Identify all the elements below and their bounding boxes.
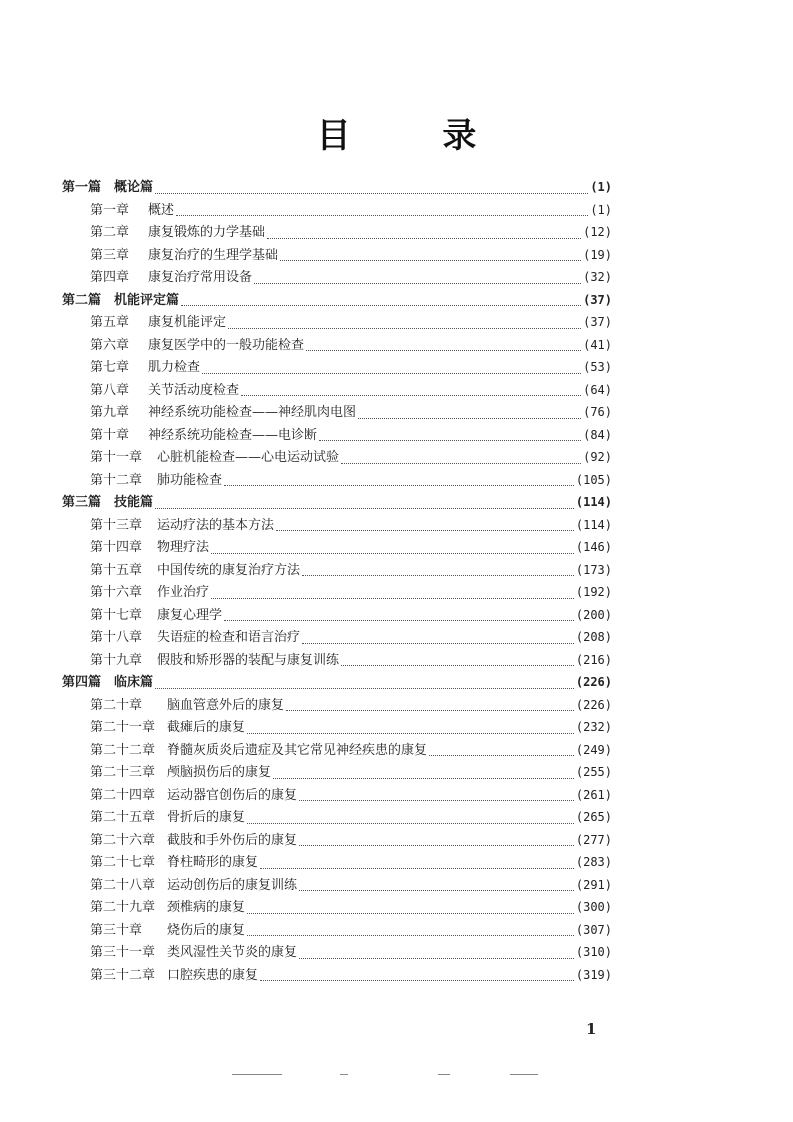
- toc-chapter-entry: [62, 424, 612, 447]
- entry-label: 第三十一章: [90, 945, 156, 960]
- entry-label: 第一章: [90, 202, 130, 218]
- page-number: 1: [586, 1020, 597, 1038]
- entry-label: 第二章: [90, 225, 130, 240]
- entry-title: 脊柱畸形的康复: [167, 855, 259, 870]
- toc-chapter-entry: [62, 581, 612, 604]
- toc-chapter-entry: [62, 469, 612, 492]
- entry-title: 神经系统功能检查——神经肌肉电图: [148, 405, 357, 420]
- entry-page: (41): [583, 337, 612, 352]
- entry-page: (173): [575, 562, 612, 577]
- toc-chapter-entry: [62, 694, 612, 717]
- dot-leader: [241, 394, 581, 396]
- dot-leader: [260, 867, 574, 869]
- entry-label: 第二十五章: [90, 810, 156, 825]
- entry-title: 康复心理学: [157, 607, 223, 623]
- toc-chapter-entry: [62, 829, 612, 852]
- dot-leader: [155, 687, 574, 689]
- dot-leader: [306, 349, 581, 351]
- entry-title: 脑血管意外后的康复: [167, 697, 285, 713]
- entry-label: 第十一章: [90, 450, 143, 465]
- entry-page: (105): [575, 472, 612, 487]
- table-of-contents: [62, 176, 612, 986]
- dot-leader: [224, 484, 574, 486]
- entry-label: 第十七章: [90, 607, 143, 623]
- entry-page: (114): [575, 517, 612, 532]
- entry-label: 第二十四章: [90, 787, 156, 803]
- page-title: 目 录: [316, 116, 517, 156]
- dot-leader: [155, 507, 574, 509]
- entry-label: 第八章: [90, 382, 130, 398]
- toc-chapter-entry: [62, 379, 612, 402]
- entry-title: 骨折后的康复: [167, 810, 246, 825]
- entry-title: 运动器官创伤后的康复: [167, 787, 298, 803]
- entry-label: 第六章: [90, 337, 130, 353]
- dot-leader: [224, 619, 574, 621]
- entry-label: 第三十二章: [90, 967, 156, 983]
- entry-label: 第一篇: [62, 180, 102, 195]
- entry-label: 第二十九章: [90, 900, 156, 915]
- entry-label: 第二十八章: [90, 877, 156, 893]
- entry-title: 中国传统的康复治疗方法: [157, 562, 301, 578]
- dot-leader: [155, 192, 588, 194]
- dot-leader: [267, 237, 581, 239]
- entry-label: 第十四章: [90, 540, 143, 555]
- entry-page: (1): [590, 202, 612, 217]
- entry-label: 第十六章: [90, 585, 143, 600]
- entry-page: (265): [575, 810, 612, 824]
- toc-part-entry: [62, 491, 612, 514]
- entry-page: (146): [575, 540, 612, 554]
- toc-chapter-entry: [62, 401, 612, 424]
- dot-leader: [247, 732, 574, 734]
- entry-title: 类风湿性关节炎的康复: [167, 945, 298, 960]
- entry-title: 关节活动度检查: [148, 382, 240, 398]
- entry-label: 第二十七章: [90, 855, 156, 870]
- entry-page: (92): [583, 450, 612, 464]
- toc-chapter-entry: [62, 964, 612, 987]
- entry-label: 第四章: [90, 270, 130, 285]
- entry-label: 第二十二章: [90, 742, 156, 758]
- toc-chapter-entry: [62, 221, 612, 244]
- dot-leader: [341, 664, 574, 666]
- entry-title: 脊髓灰质炎后遗症及其它常见神经疾患的康复: [167, 742, 428, 758]
- dot-leader: [228, 327, 581, 329]
- entry-label: 第十九章: [90, 652, 143, 668]
- entry-title: 肌力检查: [148, 360, 201, 375]
- toc-chapter-entry: [62, 896, 612, 919]
- dot-leader: [211, 597, 574, 599]
- entry-page: (226): [575, 675, 612, 689]
- divider: [438, 1074, 450, 1075]
- toc-chapter-entry: [62, 514, 612, 537]
- toc-chapter-entry: [62, 266, 612, 289]
- entry-label: 第九章: [90, 405, 130, 420]
- entry-page: (53): [583, 360, 612, 374]
- entry-page: (283): [575, 855, 612, 869]
- toc-chapter-entry: [62, 649, 612, 672]
- entry-title: 烧伤后的康复: [167, 922, 246, 938]
- entry-title: 康复治疗的生理学基础: [148, 247, 279, 263]
- dot-leader: [260, 979, 574, 981]
- toc-chapter-entry: [62, 761, 612, 784]
- dot-leader: [211, 552, 574, 554]
- entry-page: (261): [575, 787, 612, 802]
- dot-leader: [247, 912, 574, 914]
- entry-page: (192): [575, 585, 612, 599]
- toc-chapter-entry: [62, 199, 612, 222]
- entry-title: 概论篇: [114, 180, 154, 195]
- dot-leader: [254, 282, 581, 284]
- entry-title: 临床篇: [114, 675, 154, 690]
- entry-title: 康复治疗常用设备: [148, 270, 253, 285]
- dot-leader: [247, 822, 574, 824]
- entry-title: 康复医学中的一般功能检查: [148, 337, 305, 353]
- entry-label: 第三章: [90, 247, 130, 263]
- toc-chapter-entry: [62, 626, 612, 649]
- dot-leader: [299, 889, 574, 891]
- entry-label: 第二十章: [90, 697, 143, 713]
- entry-title: 颅脑损伤后的康复: [167, 765, 272, 780]
- entry-page: (64): [583, 382, 612, 397]
- toc-part-entry: [62, 671, 612, 694]
- dot-leader: [299, 957, 574, 959]
- entry-title: 运动创伤后的康复训练: [167, 877, 298, 893]
- dot-leader: [341, 462, 581, 464]
- toc-chapter-entry: [62, 739, 612, 762]
- entry-page: (208): [575, 630, 612, 644]
- entry-label: 第十三章: [90, 517, 143, 533]
- dot-leader: [319, 439, 581, 441]
- entry-page: (226): [575, 697, 612, 712]
- entry-page: (310): [575, 945, 612, 959]
- dot-leader: [247, 934, 574, 936]
- entry-page: (76): [583, 405, 612, 419]
- toc-chapter-entry: [62, 334, 612, 357]
- entry-title: 口腔疾患的康复: [167, 967, 259, 983]
- toc-chapter-entry: [62, 716, 612, 739]
- entry-page: (291): [575, 877, 612, 892]
- entry-title: 截肢和手外伤后的康复: [167, 832, 298, 848]
- entry-title: 神经系统功能检查——电诊断: [148, 427, 318, 443]
- entry-label: 第十章: [90, 427, 130, 443]
- entry-label: 第十八章: [90, 630, 143, 645]
- entry-label: 第二十一章: [90, 720, 156, 735]
- entry-title: 概述: [148, 202, 175, 218]
- divider: [510, 1074, 538, 1075]
- entry-page: (319): [575, 967, 612, 982]
- entry-label: 第十二章: [90, 472, 143, 488]
- entry-label: 第七章: [90, 360, 130, 375]
- entry-page: (249): [575, 742, 612, 757]
- entry-title: 康复锻炼的力学基础: [148, 225, 266, 240]
- toc-chapter-entry: [62, 244, 612, 267]
- entry-label: 第三篇: [62, 495, 102, 510]
- dot-leader: [299, 844, 574, 846]
- dot-leader: [202, 372, 581, 374]
- toc-part-entry: [62, 289, 612, 312]
- entry-page: (307): [575, 922, 612, 937]
- entry-page: (19): [583, 247, 612, 262]
- entry-title: 心脏机能检查——心电运动试验: [157, 450, 340, 465]
- toc-chapter-entry: [62, 311, 612, 334]
- dot-leader: [302, 574, 574, 576]
- toc-chapter-entry: [62, 941, 612, 964]
- entry-label: 第二篇: [62, 292, 102, 308]
- entry-page: (12): [583, 225, 612, 239]
- entry-title: 物理疗法: [157, 540, 210, 555]
- entry-page: (84): [583, 427, 612, 442]
- dot-leader: [286, 709, 574, 711]
- toc-chapter-entry: [62, 851, 612, 874]
- toc-chapter-entry: [62, 604, 612, 627]
- entry-page: (37): [583, 292, 612, 307]
- toc-part-entry: [62, 176, 612, 199]
- entry-label: 第五章: [90, 315, 130, 330]
- dot-leader: [181, 304, 581, 306]
- entry-title: 肺功能检查: [157, 472, 223, 488]
- entry-label: 第二十三章: [90, 765, 156, 780]
- dot-leader: [176, 214, 588, 216]
- entry-label: 第三十章: [90, 922, 143, 938]
- dot-leader: [299, 799, 574, 801]
- entry-page: (216): [575, 652, 612, 667]
- entry-title: 运动疗法的基本方法: [157, 517, 275, 533]
- dot-leader: [276, 529, 574, 531]
- entry-title: 作业治疗: [157, 585, 210, 600]
- entry-page: (200): [575, 607, 612, 622]
- toc-chapter-entry: [62, 784, 612, 807]
- entry-title: 颈椎病的康复: [167, 900, 246, 915]
- dot-leader: [273, 777, 574, 779]
- entry-page: (255): [575, 765, 612, 779]
- toc-chapter-entry: [62, 874, 612, 897]
- entry-page: (37): [583, 315, 612, 329]
- entry-title: 失语症的检查和语言治疗: [157, 630, 301, 645]
- entry-page: (32): [583, 270, 612, 284]
- toc-chapter-entry: [62, 919, 612, 942]
- entry-title: 机能评定篇: [114, 292, 180, 308]
- entry-label: 第十五章: [90, 562, 143, 578]
- entry-title: 假肢和矫形器的装配与康复训练: [157, 652, 340, 668]
- entry-label: 第四篇: [62, 675, 102, 690]
- dot-leader: [429, 754, 574, 756]
- dot-leader: [280, 259, 581, 261]
- dot-leader: [302, 642, 574, 644]
- entry-label: 第二十六章: [90, 832, 156, 848]
- entry-page: (1): [590, 180, 612, 194]
- divider: [232, 1074, 282, 1075]
- toc-chapter-entry: [62, 536, 612, 559]
- toc-chapter-entry: [62, 559, 612, 582]
- entry-title: 康复机能评定: [148, 315, 227, 330]
- entry-page: (114): [575, 495, 612, 509]
- entry-title: 技能篇: [114, 495, 154, 510]
- divider: [340, 1074, 348, 1075]
- toc-chapter-entry: [62, 446, 612, 469]
- toc-chapter-entry: [62, 806, 612, 829]
- entry-page: (232): [575, 720, 612, 734]
- entry-page: (300): [575, 900, 612, 914]
- entry-page: (277): [575, 832, 612, 847]
- toc-chapter-entry: [62, 356, 612, 379]
- entry-title: 截瘫后的康复: [167, 720, 246, 735]
- dot-leader: [358, 417, 581, 419]
